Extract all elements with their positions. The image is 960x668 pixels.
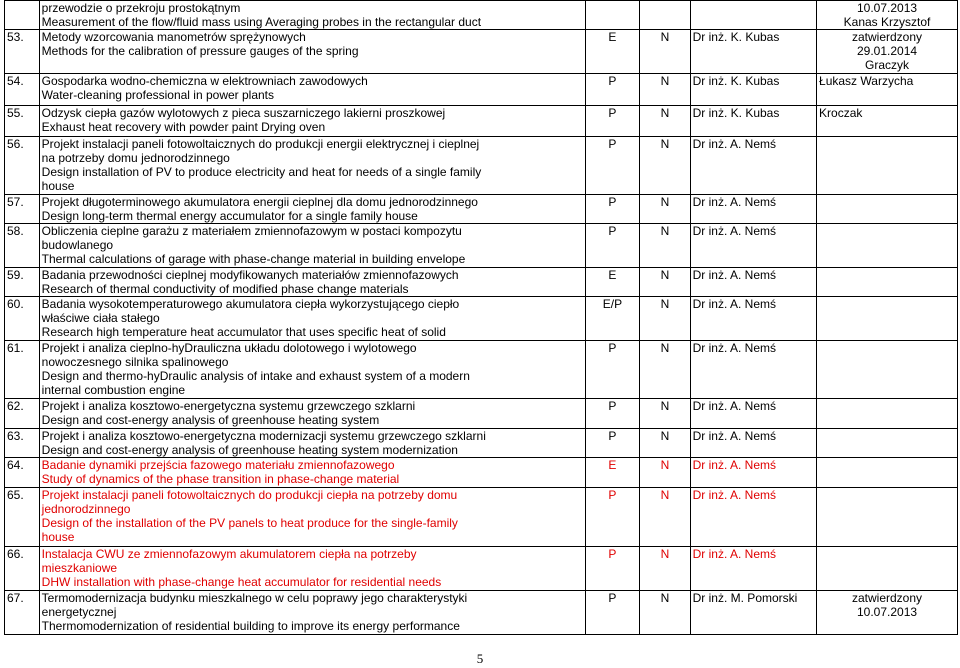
student-status [817,224,958,268]
thesis-type: P [585,341,640,399]
study-mode: N [640,74,690,106]
supervisor: Dr inż. A. Nemś [690,224,816,268]
table-row [5,547,958,591]
study-mode: N [640,106,690,137]
supervisor: Dr inż. A. Nemś [690,488,816,547]
topic-title [39,74,585,106]
title-polish-line: Badania wysokotemperaturowego akumulatora ciepła wykorzystującego ciepło [41,297,460,311]
supervisor: Dr inż. K. Kubas [690,30,816,74]
student-status [817,30,958,74]
topic-title [39,268,585,297]
thesis-type [585,1,640,30]
thesis-type: P [585,106,640,137]
thesis-type: E [585,30,640,74]
thesis-type: P [585,74,640,106]
row-number: 64. [5,458,40,488]
student-line: Graczyk [865,58,910,72]
topic-title [39,399,585,429]
topic-title [39,195,585,224]
title-polish-line: budowlanego [41,238,114,252]
student-line: Kanas Krzysztof [843,15,931,29]
supervisor: Dr inż. M. Pomorski [690,591,816,635]
row-number: 53. [5,30,40,74]
topic-title [39,429,585,458]
supervisor [690,1,816,30]
title-english-line: Design long-term thermal energy accumulator for a single family house [41,209,418,223]
study-mode: N [640,297,690,341]
table-row [5,458,958,488]
table-row [5,137,958,195]
row-number: 66. [5,547,40,591]
title-polish-line: Termomodernizacja budynku mieszkalnego w celu poprawy jego charakterystyki [41,591,468,605]
title-english-line: Design installation of PV to produce electricity and heat for needs of a single family [41,165,482,179]
table-row [5,488,958,547]
student-line: Kroczak [819,106,863,120]
title-english-line: Measurement of the flow/fluid mass using Averaging probes in the rectangular duct [41,15,482,29]
title-english-line: Exhaust heat recovery with powder paint Drying oven [41,120,326,134]
title-polish-line: Projekt długoterminowego akumulatora energii cieplnej dla domu jednorodzinnego [41,195,478,209]
title-english-line: Design and cost-energy analysis of greenhouse heating system modernization [41,443,458,457]
title-polish-line: Odzysk ciepła gazów wylotowych z pieca suszarniczego lakierni proszkowej [41,106,446,120]
thesis-type: P [585,547,640,591]
title-polish-line: Badanie dynamiki przejścia fazowego materiału zmiennofazowego [41,458,395,472]
supervisor: Dr inż. A. Nemś [690,137,816,195]
table-row [5,195,958,224]
title-polish-line: Projekt i analiza kosztowo-energetyczna systemu grzewczego szklarni [41,399,416,413]
student-status [817,268,958,297]
title-english-line: Thermomodernization of residential building to improve its energy performance [41,619,460,633]
page-number: 5 [476,651,484,666]
title-polish-line: Obliczenia cieplne garażu z materiałem zmiennofazowym w postaci kompozytu [41,224,462,238]
thesis-type: P [585,195,640,224]
study-mode: N [640,137,690,195]
title-english-line: internal combustion engine [41,383,186,397]
thesis-type: P [585,429,640,458]
study-mode: N [640,341,690,399]
student-line: zatwierdzony [852,30,923,44]
topic-title [39,341,585,399]
title-english-line: Design and cost-energy analysis of greenhouse heating system [41,413,380,427]
row-number: 63. [5,429,40,458]
row-number: 56. [5,137,40,195]
study-mode: N [640,488,690,547]
supervisor: Dr inż. A. Nemś [690,399,816,429]
study-mode: N [640,195,690,224]
student-status [817,341,958,399]
supervisor: Dr inż. A. Nemś [690,458,816,488]
row-number [5,1,40,30]
study-mode: N [640,268,690,297]
title-polish-line: Projekt instalacji paneli fotowoltaicznych do produkcji energii elektrycznej i cieplnej [41,137,480,151]
row-number: 62. [5,399,40,429]
student-status [817,195,958,224]
row-number: 55. [5,106,40,137]
supervisor: Dr inż. K. Kubas [690,106,816,137]
title-english-line: house [41,179,75,193]
title-polish-line: Instalacja CWU ze zmiennofazowym akumulatorem ciepła na potrzeby [41,547,417,561]
table-row [5,268,958,297]
title-polish-line: Gospodarka wodno-chemiczna w elektrowniach zawodowych [41,74,368,88]
row-number: 59. [5,268,40,297]
row-number: 67. [5,591,40,635]
title-polish-line: na potrzeby domu jednorodzinnego [41,151,230,165]
title-english-line: house [41,530,75,544]
study-mode: N [640,591,690,635]
student-line: zatwierdzony [852,591,923,605]
study-mode: N [640,30,690,74]
title-polish-line: Projekt instalacji paneli fotowoltaicznych do produkcji ciepła na potrzeby domu [41,488,458,502]
title-polish-line: Projekt i analiza kosztowo-energetyczna modernizacji systemu grzewczego szklarni [41,429,486,443]
supervisor: Dr inż. A. Nemś [690,547,816,591]
table-row [5,1,958,30]
study-mode [640,1,690,30]
table-row [5,106,958,137]
topic-title [39,458,585,488]
table-row [5,30,958,74]
thesis-topics-table [4,0,958,635]
student-line: 29.01.2014 [856,44,918,58]
student-status [817,488,958,547]
title-english-line: DHW installation with phase-change heat accumulator for residential needs [41,575,442,589]
study-mode: N [640,458,690,488]
student-status [817,106,958,137]
supervisor: Dr inż. A. Nemś [690,195,816,224]
row-number: 54. [5,74,40,106]
row-number: 58. [5,224,40,268]
table-row [5,74,958,106]
student-line: Łukasz Warzycha [819,74,914,88]
supervisor: Dr inż. A. Nemś [690,297,816,341]
title-polish-line: energetycznej [41,605,117,619]
topic-title [39,591,585,635]
study-mode: N [640,429,690,458]
topic-title [39,488,585,547]
supervisor: Dr inż. A. Nemś [690,429,816,458]
student-line: 10.07.2013 [856,1,918,15]
study-mode: N [640,547,690,591]
thesis-type: E/P [585,297,640,341]
topic-title [39,297,585,341]
topic-title [39,547,585,591]
topic-title [39,137,585,195]
title-polish-line: Projekt i analiza cieplno-hyDrauliczna układu dolotowego i wylotowego [41,341,417,355]
student-status [817,1,958,30]
thesis-type: E [585,268,640,297]
supervisor: Dr inż. A. Nemś [690,341,816,399]
table-row [5,297,958,341]
student-status [817,591,958,635]
title-english-line: Thermal calculations of garage with phase-change material in building envelope [41,252,466,266]
title-english-line: Research of thermal conductivity of modified phase change materials [41,282,409,296]
thesis-type: P [585,137,640,195]
title-english-line: Methods for the calibration of pressure gauges of the spring [41,44,359,58]
title-english-line: Water-cleaning professional in power plants [41,88,275,102]
title-polish-line: właściwe ciała stałego [41,311,160,325]
student-status [817,297,958,341]
row-number: 61. [5,341,40,399]
study-mode: N [640,399,690,429]
thesis-type: E [585,458,640,488]
table-body [5,1,958,635]
student-status [817,137,958,195]
table-row [5,591,958,635]
table-row [5,399,958,429]
study-mode: N [640,224,690,268]
title-polish-line: mieszkaniowe [41,561,118,575]
title-polish-line: jednorodzinnego [41,502,131,516]
thesis-type: P [585,399,640,429]
supervisor: Dr inż. K. Kubas [690,74,816,106]
table-row [5,341,958,399]
student-status [817,547,958,591]
student-status [817,458,958,488]
title-english-line: Design and thermo-hyDraulic analysis of intake and exhaust system of a modern [41,369,470,383]
topic-title [39,30,585,74]
thesis-type: P [585,488,640,547]
thesis-type: P [585,224,640,268]
title-english-line: Design of the installation of the PV panels to heat produce for the single-family [41,516,458,530]
title-english-line: Research high temperature heat accumulator that uses specific heat of solid [41,325,446,339]
row-number: 65. [5,488,40,547]
thesis-type: P [585,591,640,635]
topic-title [39,224,585,268]
student-status [817,429,958,458]
title-polish-line: Badania przewodności cieplnej modyfikowanych materiałów zmiennofazowych [41,268,459,282]
student-line: 10.07.2013 [856,605,918,619]
table-row [5,429,958,458]
title-polish-line: Metody wzorcowania manometrów sprężynowych [41,30,306,44]
row-number: 60. [5,297,40,341]
title-english-line: Study of dynamics of the phase transition in phase-change material [41,472,400,486]
table-row [5,224,958,268]
topic-title [39,1,585,30]
student-status [817,399,958,429]
title-polish-line: nowoczesnego silnika spalinowego [41,355,229,369]
title-polish-line: przewodzie o przekroju prostokątnym [41,1,241,15]
student-status [817,74,958,106]
row-number: 57. [5,195,40,224]
topic-title [39,106,585,137]
supervisor: Dr inż. A. Nemś [690,268,816,297]
